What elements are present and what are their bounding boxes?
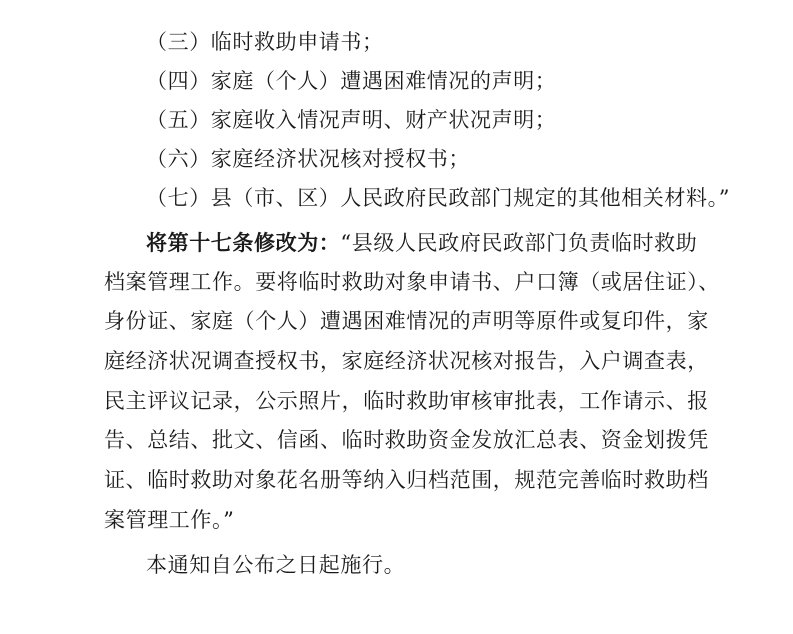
closing-statement: 本通知自公布之日起施行。: [146, 553, 406, 577]
paragraph-line: 档案管理工作。要将临时救助对象申请书、户口簿（或居住证）、: [104, 270, 720, 294]
paragraph-line: 告、总结、批文、信函、临时救助资金发放汇总表、资金划拨凭: [104, 428, 709, 452]
list-item-7: （七）县（市、区）人民政府民政部门规定的其他相关材料。”: [146, 186, 731, 210]
paragraph-line: 证、临时救助对象花名册等纳入归档范围，规范完善临时救助档: [104, 468, 709, 492]
list-item-4: （四）家庭（个人）遭遇困难情况的声明；: [146, 69, 557, 93]
paragraph-line: 庭经济状况调查授权书，家庭经济状况核对报告，入户调查表，: [104, 349, 709, 373]
list-item-3: （三）临时救助申请书；: [146, 30, 384, 54]
amendment-first-line-text: “县级人民政府民政部门负责临时救助: [340, 231, 698, 255]
paragraph-line: 民主评议记录，公示照片，临时救助审核审批表，工作请示、报: [104, 389, 709, 413]
amendment-first-line: [146, 228, 697, 258]
list-item-6: （六）家庭经济状况核对授权书；: [146, 147, 470, 171]
paragraph-line: 案管理工作。”: [104, 508, 235, 532]
amendment-lead: 将第十七条修改为：: [146, 230, 341, 255]
list-item-5: （五）家庭收入情况声明、财产状况声明；: [146, 108, 557, 132]
paragraph-line: 身份证、家庭（个人）遭遇困难情况的声明等原件或复印件，家: [104, 309, 709, 333]
